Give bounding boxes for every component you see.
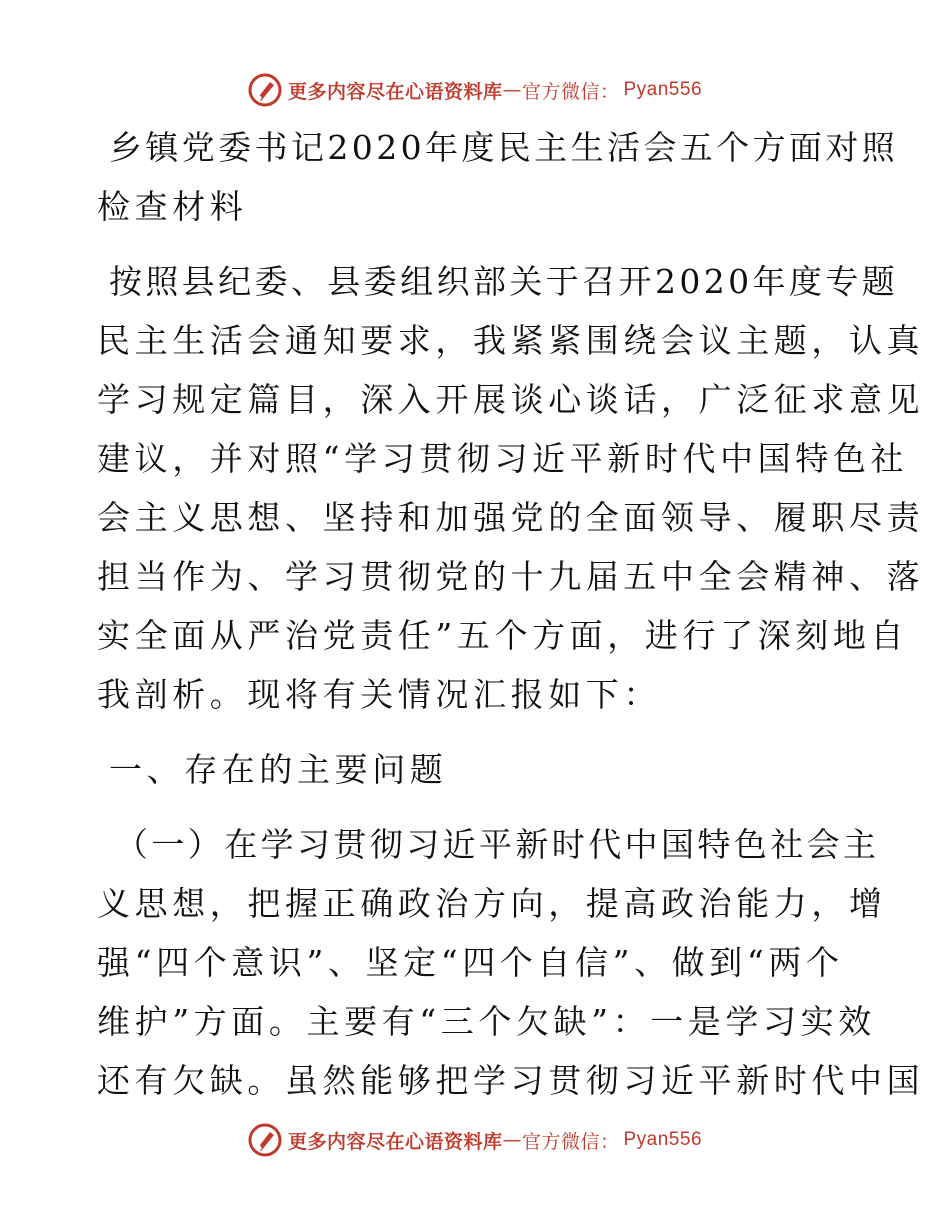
section-heading: 一、存在的主要问题: [109, 750, 448, 789]
sub-line-1: （一）在学习贯彻习近平新时代中国特色社会主: [115, 825, 880, 864]
intro-line-8: 我剖析。现将有关情况汇报如下：: [97, 675, 661, 714]
banner-promo-text: 更多内容尽在心语资料库: [287, 80, 503, 103]
quill-pen-logo-icon: [248, 1123, 282, 1157]
footer-banner: [0, 1120, 950, 1160]
sub-line-5: 还有欠缺。虽然能够把学习贯彻习近平新时代中国: [97, 1061, 925, 1100]
banner-wechat-account: Pyan556: [623, 79, 703, 100]
intro-line-2: 民主生活会通知要求，我紧紧围绕会议主题，认真: [97, 321, 925, 360]
intro-line-6: 担当作为、学习贯彻党的十九届五中全会精神、落: [97, 557, 925, 596]
document-title-line-1: 乡镇党委书记2020年度民主生活会五个方面对照: [109, 128, 899, 167]
spacer: [97, 724, 857, 740]
sub-line-4: 维护”方面。主要有“三个欠缺”：一是学习实效: [97, 1002, 876, 1041]
intro-line-1: 按照县纪委、县委组织部关于召开2020年度专题: [109, 262, 899, 301]
spacer: [97, 236, 857, 252]
document-body: [97, 118, 925, 1110]
sub-line-3: 强“四个意识”、坚定“四个自信”、做到“两个: [97, 943, 844, 982]
banner-wechat-label: 官方微信：: [521, 1130, 620, 1153]
sub-line-2: 义思想，把握正确政治方向，提高政治能力，增: [97, 884, 887, 923]
document-title-line-2: 检查材料: [97, 187, 248, 226]
quill-pen-logo-icon: [248, 73, 282, 107]
header-banner: [0, 70, 950, 110]
intro-line-3: 学习规定篇目，深入开展谈心谈话，广泛征求意见: [97, 380, 925, 419]
banner-dash: —: [502, 79, 522, 101]
intro-line-7: 实全面从严治党责任”五个方面，进行了深刻地自: [97, 616, 909, 655]
banner-wechat-label: 官方微信：: [521, 80, 620, 103]
intro-line-5: 会主义思想、坚持和加强党的全面领导、履职尽责: [97, 498, 925, 537]
banner-promo-text: 更多内容尽在心语资料库: [287, 1130, 503, 1153]
spacer: [97, 799, 857, 815]
intro-line-4: 建议，并对照“学习贯彻习近平新时代中国特色社: [97, 439, 909, 478]
banner-dash: —: [502, 1129, 522, 1151]
banner-wechat-account: Pyan556: [623, 1129, 703, 1150]
